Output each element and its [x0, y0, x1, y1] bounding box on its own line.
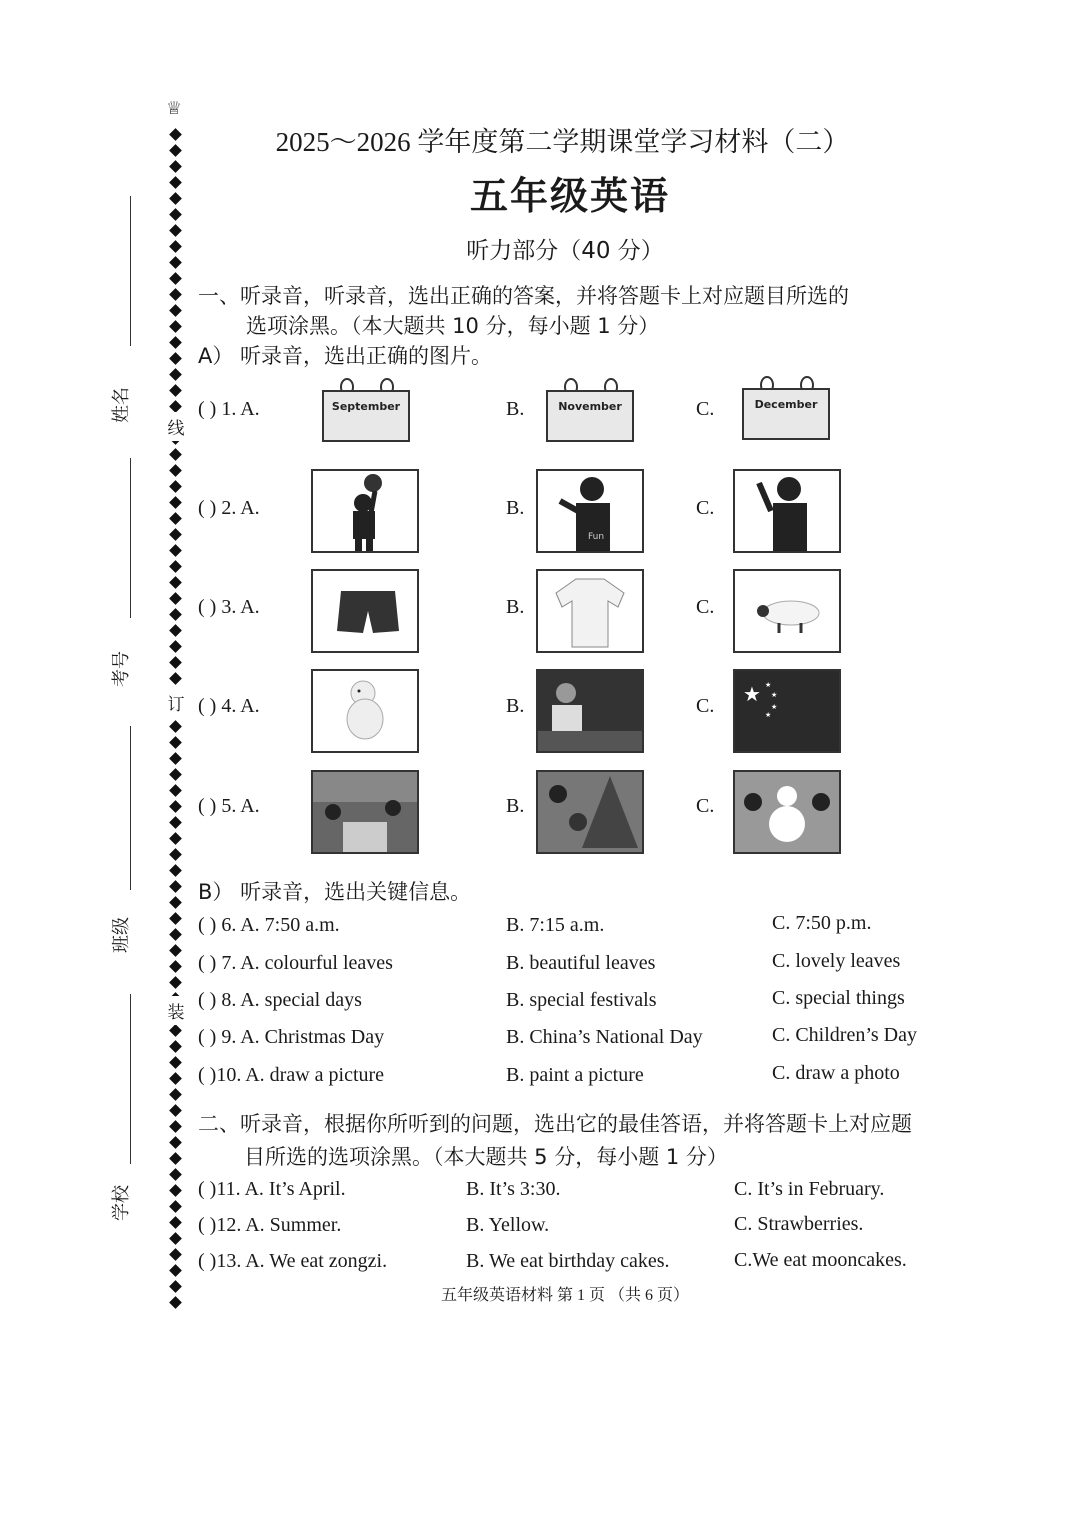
diamond-mark: [169, 1120, 182, 1133]
diamond-mark: [169, 1104, 182, 1117]
question-label: ( ) 4. A.: [198, 695, 260, 717]
question-label: ( ) 1. A.: [198, 398, 260, 420]
option-c-label: C.: [696, 795, 715, 817]
chick-image[interactable]: [311, 669, 419, 753]
diamond-mark: [169, 400, 182, 413]
option-c: C. Children’s Day: [772, 1024, 917, 1046]
subject-title: 五年级英语: [469, 176, 670, 218]
option-b-label: B.: [506, 795, 525, 817]
diamond-mark: [169, 288, 182, 301]
china-flag-image[interactable]: [733, 669, 841, 753]
diamond-mark: [169, 1264, 182, 1277]
seal-icon: ♕: [166, 98, 183, 119]
diamond-mark: [169, 800, 182, 813]
question-label: ( ) 6. A. 7:50 a.m.: [198, 914, 340, 936]
diamond-mark: [169, 1056, 182, 1069]
option-c: C. 7:50 p.m.: [772, 912, 872, 934]
partA-heading: A） 听录音，选出正确的图片。: [198, 344, 493, 368]
diamond-mark: [169, 736, 182, 749]
section1-heading-line2: 选项涂黑。（本大题共 10 分，每小题 1 分）: [246, 314, 660, 338]
diamond-mark: [169, 368, 182, 381]
diamond-mark: [169, 1136, 182, 1149]
diamond-mark: [169, 560, 182, 573]
class-line: [130, 726, 131, 890]
option-b-label: B.: [506, 695, 525, 717]
option-b: B. China’s National Day: [506, 1026, 703, 1048]
diamond-mark: [169, 1184, 182, 1197]
boy-basketball-image[interactable]: [311, 469, 419, 553]
option-b: B. It’s 3:30.: [466, 1178, 561, 1200]
section1-heading-line1: 一、听录音，听录音，选出正确的答案，并将答题卡上对应题目所选的: [198, 284, 849, 308]
diamond-mark: [169, 1168, 182, 1181]
option-c: C. Strawberries.: [734, 1213, 864, 1235]
diamond-mark: [169, 272, 182, 285]
question-label: ( ) 7. A. colourful leaves: [198, 952, 393, 974]
diamond-mark: [169, 464, 182, 477]
option-c: C.We eat mooncakes.: [734, 1249, 907, 1271]
diamond-mark: [169, 576, 182, 589]
calendar-label: November: [546, 390, 634, 442]
svg-text:★: ★: [765, 711, 772, 719]
snowman-image[interactable]: [733, 770, 841, 854]
question-label: ( )12. A. Summer.: [198, 1214, 342, 1236]
school-label: 学校: [111, 1185, 132, 1221]
shirt-image[interactable]: [536, 569, 644, 653]
diamond-mark: [169, 816, 182, 829]
diamond-mark: [169, 768, 182, 781]
calendar-september-image[interactable]: [312, 370, 420, 454]
option-b: B. paint a picture: [506, 1064, 644, 1086]
shorts-image[interactable]: [311, 569, 419, 653]
diamond-mark: [169, 1200, 182, 1213]
svg-text:★: ★: [771, 703, 778, 711]
diamond-mark: [169, 384, 182, 397]
calendar-december-image[interactable]: [732, 368, 840, 452]
diamond-mark: [169, 496, 182, 509]
diamond-mark: [169, 848, 182, 861]
diamond-mark: [169, 640, 182, 653]
question-label: ( ) 3. A.: [198, 596, 260, 618]
section2-heading-line1: 二、听录音，根据你所听到的问题，选出它的最佳答语，并将答题卡上对应题: [198, 1112, 912, 1136]
name-label: 姓名: [111, 387, 132, 423]
option-b-label: B.: [506, 398, 525, 420]
question-label: ( ) 8. A. special days: [198, 989, 362, 1011]
diamond-mark: [169, 896, 182, 909]
question-label: ( ) 5. A.: [198, 795, 260, 817]
number-label: 考号: [111, 651, 132, 687]
option-b: B. 7:15 a.m.: [506, 914, 605, 936]
option-c: C. special things: [772, 987, 905, 1009]
school-line: [130, 994, 131, 1164]
question-label: ( )11. A. It’s April.: [198, 1178, 346, 1200]
question-label: ( ) 2. A.: [198, 497, 260, 519]
diamond-mark: [169, 592, 182, 605]
term-title: 2025～2026 学年度第二学期课堂学习材料（二）: [275, 127, 850, 157]
diamond-mark: [169, 752, 182, 765]
diamond-mark: [169, 864, 182, 877]
diamond-mark: [169, 720, 182, 733]
svg-text:★: ★: [743, 682, 761, 706]
svg-text:★: ★: [765, 681, 772, 689]
diamond-mark: [169, 944, 182, 957]
number-line: [130, 458, 131, 618]
option-c-label: C.: [696, 695, 715, 717]
option-b-label: B.: [506, 596, 525, 618]
diamond-mark: [169, 1232, 182, 1245]
bind-char-xian: 线: [166, 412, 186, 441]
diamond-mark: [169, 976, 182, 989]
christmas-family-image[interactable]: [536, 770, 644, 854]
diamond-mark: [169, 320, 182, 333]
page-footer: 五年级英语材料 第 1 页 （共 6 页）: [440, 1287, 689, 1304]
calendar-label: December: [742, 388, 830, 440]
svg-text:Fun: Fun: [588, 532, 605, 542]
diamond-mark: [169, 1216, 182, 1229]
diamond-mark: [169, 480, 182, 493]
teacher-image[interactable]: [536, 669, 644, 753]
option-b: B. We eat birthday cakes.: [466, 1250, 670, 1272]
diamond-mark: [169, 624, 182, 637]
diamond-mark: [169, 608, 182, 621]
calendar-november-image[interactable]: [536, 370, 644, 454]
diamond-mark: [169, 832, 182, 845]
section2-heading-line2: 目所选的选项涂黑。（本大题共 5 分，每小题 1 分）: [244, 1145, 728, 1169]
boy-pointing-image[interactable]: [536, 469, 644, 553]
diamond-mark: [169, 1088, 182, 1101]
option-c-label: C.: [696, 398, 715, 420]
diamond-mark: [169, 928, 182, 941]
diamond-mark: [169, 960, 182, 973]
diamond-mark: [169, 336, 182, 349]
question-label: ( ) 9. A. Christmas Day: [198, 1026, 385, 1048]
class-label: 班级: [111, 917, 132, 953]
question-label: ( )10. A. draw a picture: [198, 1064, 385, 1086]
diamond-mark: [169, 512, 182, 525]
diamond-mark: [169, 352, 182, 365]
boy-waving-image[interactable]: [733, 469, 841, 553]
diamond-mark: [169, 1024, 182, 1037]
diamond-mark: [169, 1072, 182, 1085]
option-b: B. beautiful leaves: [506, 952, 656, 974]
option-b-label: B.: [506, 497, 525, 519]
partB-heading: B） 听录音，选出关键信息。: [198, 880, 472, 904]
diamond-mark: [169, 304, 182, 317]
diamond-mark: [169, 912, 182, 925]
option-c: C. draw a photo: [772, 1062, 900, 1084]
bind-char-ding: 订: [166, 688, 186, 717]
svg-text:★: ★: [771, 691, 778, 699]
option-b: B. Yellow.: [466, 1214, 550, 1236]
option-c-label: C.: [696, 596, 715, 618]
diamond-mark: [169, 544, 182, 557]
diamond-mark: [169, 1040, 182, 1053]
sheep-image[interactable]: [733, 569, 841, 653]
bind-char-zhuang: 装: [166, 996, 186, 1025]
diamond-mark: [169, 784, 182, 797]
diamond-mark: [169, 880, 182, 893]
option-b: B. special festivals: [506, 989, 657, 1011]
diamond-mark: [169, 656, 182, 669]
diamond-mark: [169, 1152, 182, 1165]
family-picnic-image[interactable]: [311, 770, 419, 854]
part-title: 听力部分（40 分）: [466, 238, 664, 264]
option-c-label: C.: [696, 497, 715, 519]
calendar-label: September: [322, 390, 410, 442]
diamond-mark: [169, 528, 182, 541]
diamond-mark: [169, 1248, 182, 1261]
diamond-mark: [169, 672, 182, 685]
diamond-mark: [169, 448, 182, 461]
option-c: C. lovely leaves: [772, 950, 901, 972]
option-c: C. It’s in February.: [734, 1178, 885, 1200]
question-label: ( )13. A. We eat zongzi.: [198, 1250, 388, 1272]
